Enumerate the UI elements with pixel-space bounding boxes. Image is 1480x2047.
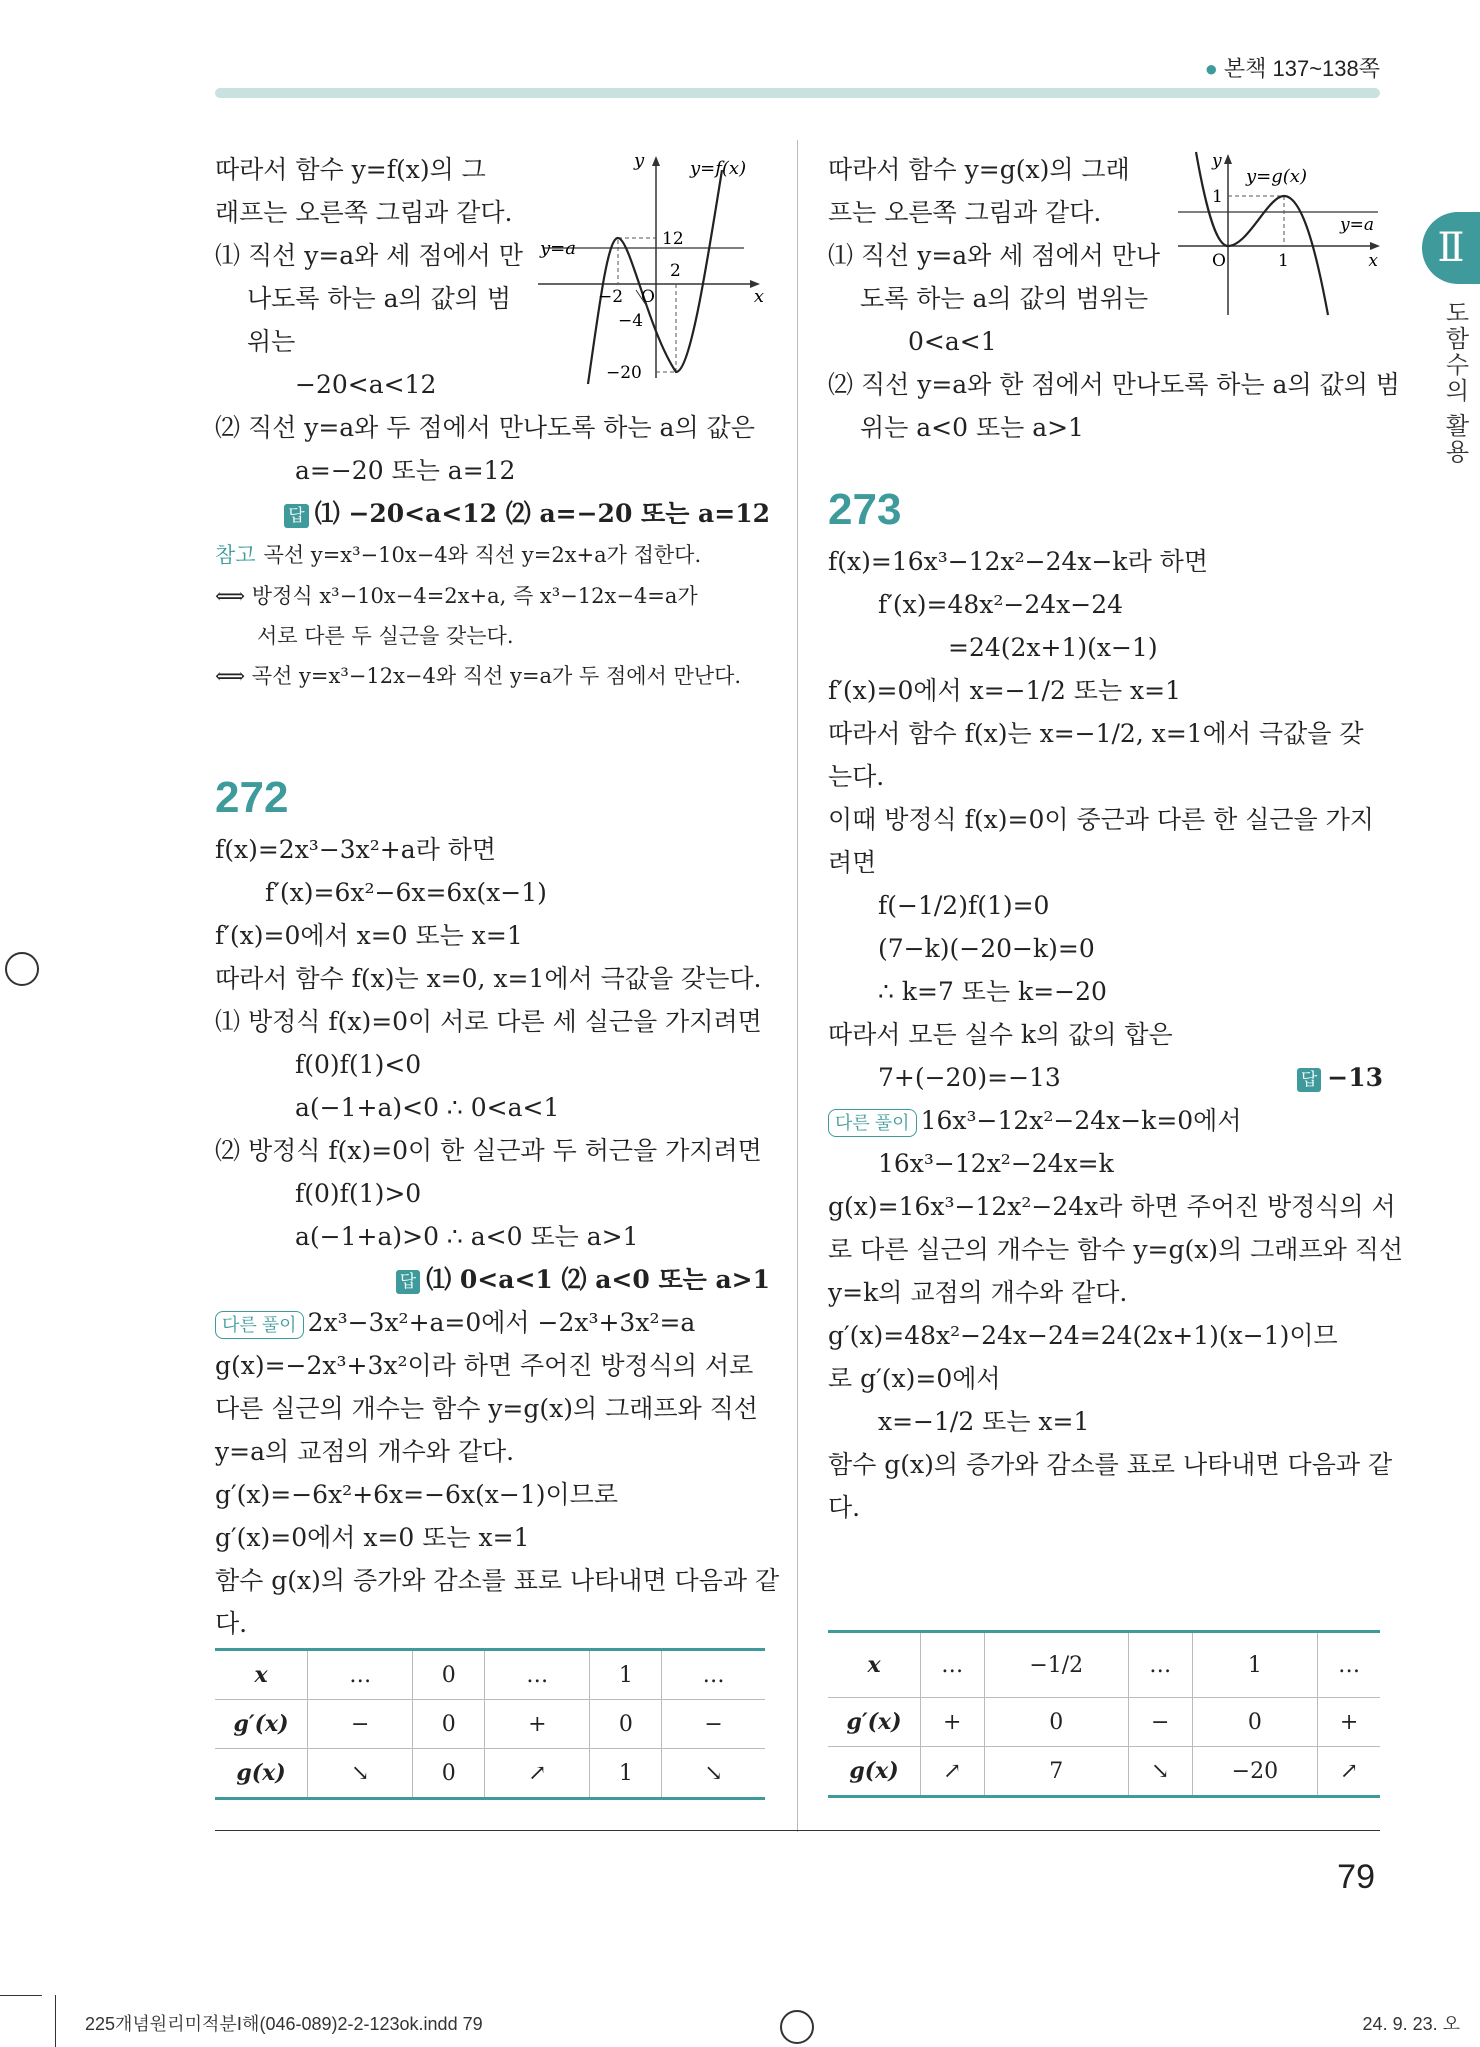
function-label: y=f(x) (690, 158, 747, 179)
header-bar (215, 88, 1380, 98)
page-bottom-rule (215, 1830, 1380, 1831)
table-row: g(x) ↘ 0 ↗ 1 ↘ (215, 1749, 765, 1799)
tick-label: 2 (670, 261, 681, 281)
text-line: 래프는 오른쪽 그림과 같다. (215, 198, 513, 227)
footer-file-info: 225개념원리미적분Ⅰ해(046-089)2-2-123ok.indd 79 (85, 2014, 483, 2034)
text-line: 따라서 함수 y=f(x)의 그 (215, 155, 486, 184)
answer-line: 답 ⑴ 0<a<1 ⑵ a<0 또는 a>1 (215, 1258, 770, 1301)
table-row: x … −1/2 … 1 … (828, 1632, 1380, 1698)
problem-number: 272 (215, 773, 289, 822)
math-line: −20<a<12 (295, 370, 437, 399)
tick-label: −2 (598, 287, 624, 307)
text-line: ⑵ 직선 y=a와 두 점에서 만나도록 하는 a의 값은 (215, 413, 755, 442)
table-row: g(x) ↗ 7 ↘ −20 ↗ (828, 1747, 1380, 1797)
function-label: y=g(x) (1246, 166, 1307, 187)
y-axis-label: y (634, 150, 645, 171)
problem-273: 273 f(x)=16x³−12x²−24x−k라 하면 f′(x)=48x²−24x−24 =24(2x+1)(x−1) f′(x)=0에서 x=−1/2 또는 x=1 따라서 함수 f(x)는 x=−1/2, x=1에서 극값을 갖 는다. 이때 방정식 f(x)=0이 중근과 다른 한 실근을 가지 려면 f(−1/2)f(1)=0 (7−k)(−20−k)=0 ∴ k=7 또는 k=−20 따라서 모든 실수 k의 값의 합은 7+(−20)=−13 답 −13 다른 풀이 16x³−12x²−24x−k=0에서 16x³−12x²−24x=k g(x)=16x³−12x²−24x라 하면 주어진 방정식의 서 로 다른 실근의 개수는 함수 y=g(x)의 그래프와 직선 y=k의 교점의 개수와 같다. g′(x)=48x²−24x−24=24(2x+1)(x−1)이므 로 g′(x)=0에서 x=−1/2 또는 x=1 함수 g(x)의 증가와 감소를 표로 나타내면 다음과 같 다. (828, 480, 1383, 1529)
tick-label: −20 (606, 363, 642, 383)
reference-note: 참고 곡선 y=x³−10x−4와 직선 y=2x+a가 접한다. ⟺ 방정식 x³−10x−4=2x+a, 즉 x³−12x−4=a가 서로 다른 두 실근을 갖는다. ⟺ 곡선 y=x³−12x−4와 직선 y=a가 두 점에서 만난다. (215, 543, 742, 688)
answer-line: 답 ⑴ −20<a<12 ⑵ a=−20 또는 a=12 (215, 492, 770, 535)
line-label: y=a (1340, 215, 1374, 235)
problem-number: 273 (828, 485, 902, 534)
text-line: 나도록 하는 a의 값의 범 (247, 284, 512, 313)
table-row: g′(x) − 0 + 0 − (215, 1700, 765, 1749)
alt-solution-label: 다른 풀이 (215, 1311, 304, 1339)
answer-badge: 답 (1297, 1068, 1321, 1092)
chapter-tab: Ⅱ (1422, 212, 1480, 284)
alt-solution-label: 다른 풀이 (828, 1109, 917, 1137)
tick-label: −4 (618, 311, 644, 331)
crop-mark (55, 1995, 56, 2047)
answer-badge: 답 (284, 504, 308, 528)
x-axis-label: x (753, 286, 764, 307)
right-column: 따라서 함수 y=g(x)의 그래 프는 오른쪽 그림과 같다. ⑴ 직선 y=a와 세 점에서 만나 도록 하는 a의 값의 범위는 0<a<1 ⑵ 직선 y=a와 한 점에서 만나도록 하는 a의 값의 범 위는 a<0 또는 a>1 (828, 155, 1400, 442)
graph-g (1178, 150, 1383, 320)
tick-label: 12 (662, 229, 684, 249)
text-line: ⑴ 직선 y=a와 세 점에서 만 (215, 241, 523, 270)
variation-table-272 (215, 1648, 765, 1800)
tick-label: 1 (1212, 187, 1223, 207)
line-label: y=a (540, 238, 576, 259)
crop-mark (0, 1995, 42, 1996)
bullet-icon: ● (1204, 56, 1218, 81)
chapter-title: 도함수의 활용 (1441, 300, 1468, 465)
table-row: g′(x) + 0 − 0 + (828, 1698, 1380, 1747)
registration-mark-icon (780, 2010, 814, 2044)
table-row: x … 0 … 1 … (215, 1650, 765, 1700)
origin-label: O (1212, 251, 1226, 271)
note-label: 참고 (215, 544, 256, 567)
math-line: a=−20 또는 a=12 (295, 456, 516, 485)
problem-272: 272 f(x)=2x³−3x²+a라 하면 f′(x)=6x²−6x=6x(x−1) f′(x)=0에서 x=0 또는 x=1 따라서 함수 f(x)는 x=0, x=1에서 극값을 갖는다. ⑴ 방정식 f(x)=0이 서로 다른 세 실근을 가지려면 f(0)f(1)<0 a(−1+a)<0 ∴ 0<a<1 ⑵ 방정식 f(x)=0이 한 실근과 두 허근을 가지려면 f(0)f(1)>0 a(−1+a)>0 ∴ a<0 또는 a>1 답 ⑴ 0<a<1 ⑵ a<0 또는 a>1 다른 풀이 2x³−3x²+a=0에서 −2x³+3x²=a g(x)=−2x³+3x²이라 하면 주어진 방정식의 서로 다른 실근의 개수는 함수 y=g(x)의 그래프와 직선 y=a의 교점의 개수와 같다. g′(x)=−6x²+6x=−6x(x−1)이므로 g′(x)=0에서 x=0 또는 x=1 함수 g(x)의 증가와 감소를 표로 나타내면 다음과 같 다. (215, 768, 770, 1645)
origin-label: O (641, 287, 655, 307)
tick-label: 1 (1278, 251, 1289, 271)
answer-badge: 답 (396, 1270, 420, 1294)
x-axis-label: x (1368, 251, 1378, 271)
page-reference: ● 본책 137~138쪽 (1204, 56, 1380, 81)
variation-table-273 (828, 1630, 1380, 1798)
y-axis-label: y (1212, 151, 1222, 171)
footer-date: 24. 9. 23. 오 (1362, 2014, 1460, 2034)
page-number: 79 (1337, 1858, 1375, 1896)
graph-f (538, 150, 770, 390)
column-divider (797, 140, 798, 1832)
registration-mark-icon (5, 952, 39, 986)
text-line: 위는 (247, 327, 296, 356)
